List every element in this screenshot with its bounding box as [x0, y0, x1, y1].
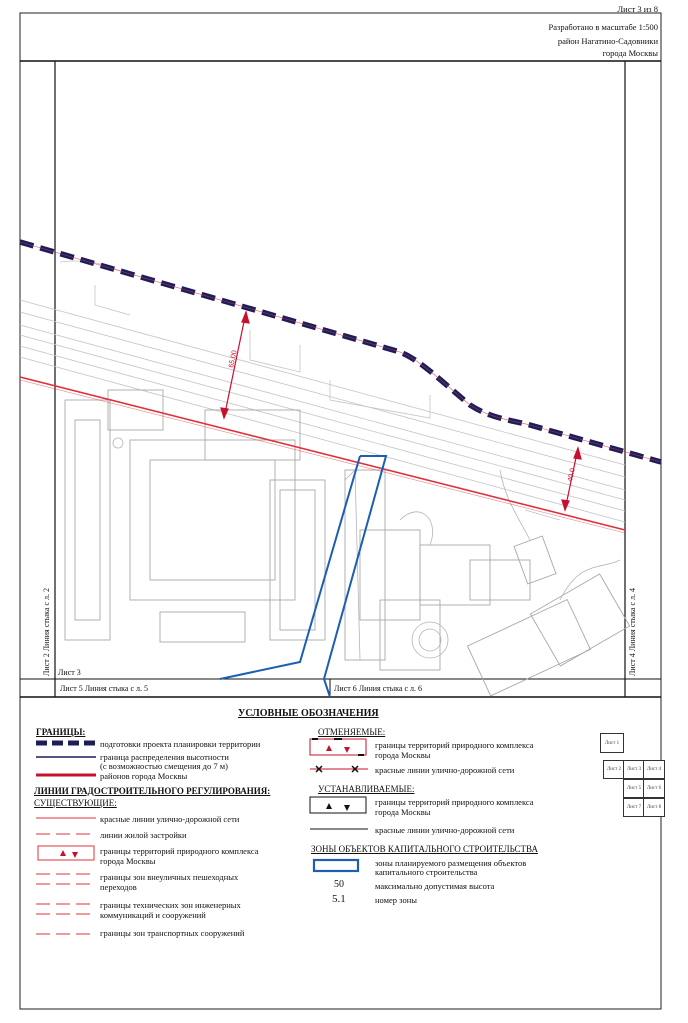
established-swatches — [306, 795, 372, 835]
legend-e4a: границы зон внеуличных пешеходных — [100, 872, 239, 882]
district-boundary-line — [20, 377, 625, 530]
legend-c2: красные линии улично-дорожной сети — [375, 765, 515, 775]
key-sheet-3: Лист 3 — [623, 760, 645, 779]
legend-e3b: города Москвы — [100, 856, 156, 866]
established-heading: УСТАНАВЛИВАЕМЫЕ: — [318, 784, 415, 794]
basemap-lines — [20, 261, 625, 522]
legend-z1a: зоны планируемого размещения объектов — [375, 858, 527, 868]
legend-e5a: границы технических зон инженерных — [100, 900, 241, 910]
legend-e2: линии жилой застройки — [100, 830, 187, 840]
legend-e3a: границы территорий природного комплекса — [100, 846, 259, 856]
zones-heading: ЗОНЫ ОБЪЕКТОВ КАПИТАЛЬНОГО СТРОИТЕЛЬСТВА — [311, 844, 538, 854]
district-name: район Нагатино-Садовники — [557, 36, 658, 46]
legend-z2-symbol: 50 — [334, 879, 344, 890]
legend-z2: максимально допустимая высота — [375, 881, 495, 891]
stitch-label-bottom-right: Лист 6 Линия стыка с л. 6 — [334, 684, 422, 693]
cancelled-swatches — [306, 735, 372, 777]
key-sheet-6: Лист 6 — [643, 779, 665, 798]
key-sheet-5: Лист 5 — [623, 779, 645, 798]
basemap-buildings — [65, 390, 630, 696]
boundaries-swatches — [34, 737, 98, 783]
cancelled-heading: ОТМЕНЯЕМЫЕ: — [318, 727, 386, 737]
legend-title: УСЛОВНЫЕ ОБОЗНАЧЕНИЯ — [238, 708, 379, 719]
legend-b2b: (с возможностью смещения до 7 м) — [100, 761, 228, 771]
key-sheet-8: Лист 8 — [643, 798, 665, 817]
legend-s1b: города Москвы — [375, 807, 431, 817]
legend-c1a: границы территорий природного комплекса — [375, 740, 534, 750]
legend-e5b: коммуникаций и сооружений — [100, 910, 206, 920]
zone-swatch — [312, 858, 362, 874]
stitch-label-right: Лист 4 Линия стыка с л. 4 — [628, 588, 637, 676]
key-sheet-1: Лист 1 — [600, 733, 624, 753]
legend-z1b: капитального строительства — [375, 867, 478, 877]
dimension-label-1: 65.00 — [228, 349, 239, 369]
boundaries-heading: ГРАНИЦЫ: — [36, 727, 86, 737]
legend-s2: красные линии улично-дорожной сети — [375, 825, 515, 835]
city-name: города Москвы — [602, 48, 658, 58]
key-map — [600, 733, 680, 823]
legend-b1: подготовки проекта планировки территории — [100, 739, 261, 749]
legend-z3: номер зоны — [375, 895, 417, 905]
key-sheet-7: Лист 7 — [623, 798, 645, 817]
project-boundary-line — [20, 242, 661, 462]
legend-e4b: переходов — [100, 882, 137, 892]
scale-note: Разработано в масштабе 1:500 — [548, 22, 658, 32]
corner-label: Лист 3 — [58, 668, 81, 677]
legend-b3: районов города Москвы — [100, 771, 188, 781]
sheet-number: Лист 3 из 8 — [617, 4, 658, 14]
legend-c1b: города Москвы — [375, 750, 431, 760]
existing-swatches — [34, 812, 98, 942]
basemap-paths — [113, 438, 620, 660]
legend-z3-symbol: 5.1 — [332, 893, 346, 905]
legend-s1a: границы территорий природного комплекса — [375, 797, 534, 807]
legend-e1: красные линии улично-дорожной сети — [100, 814, 240, 824]
stitch-label-bottom-left: Лист 5 Линия стыка с л. 5 — [60, 684, 148, 693]
legend-e6: границы зон транспортных сооружений — [100, 928, 245, 938]
legend-b2a: граница распределения высотности — [100, 752, 229, 762]
stitch-label-left: Лист 2 Линия стыка с л. 2 — [42, 588, 51, 676]
regulation-lines-heading: ЛИНИИ ГРАДОСТРОИТЕЛЬНОГО РЕГУЛИРОВАНИЯ: — [34, 786, 271, 796]
dimension-label-2: 40.0 — [567, 467, 577, 483]
existing-heading: СУЩЕСТВУЮЩИЕ: — [34, 798, 117, 808]
capital-zone-outline — [220, 456, 386, 697]
key-sheet-2: Лист 2 — [603, 760, 625, 779]
key-sheet-4: Лист 4 — [643, 760, 665, 779]
